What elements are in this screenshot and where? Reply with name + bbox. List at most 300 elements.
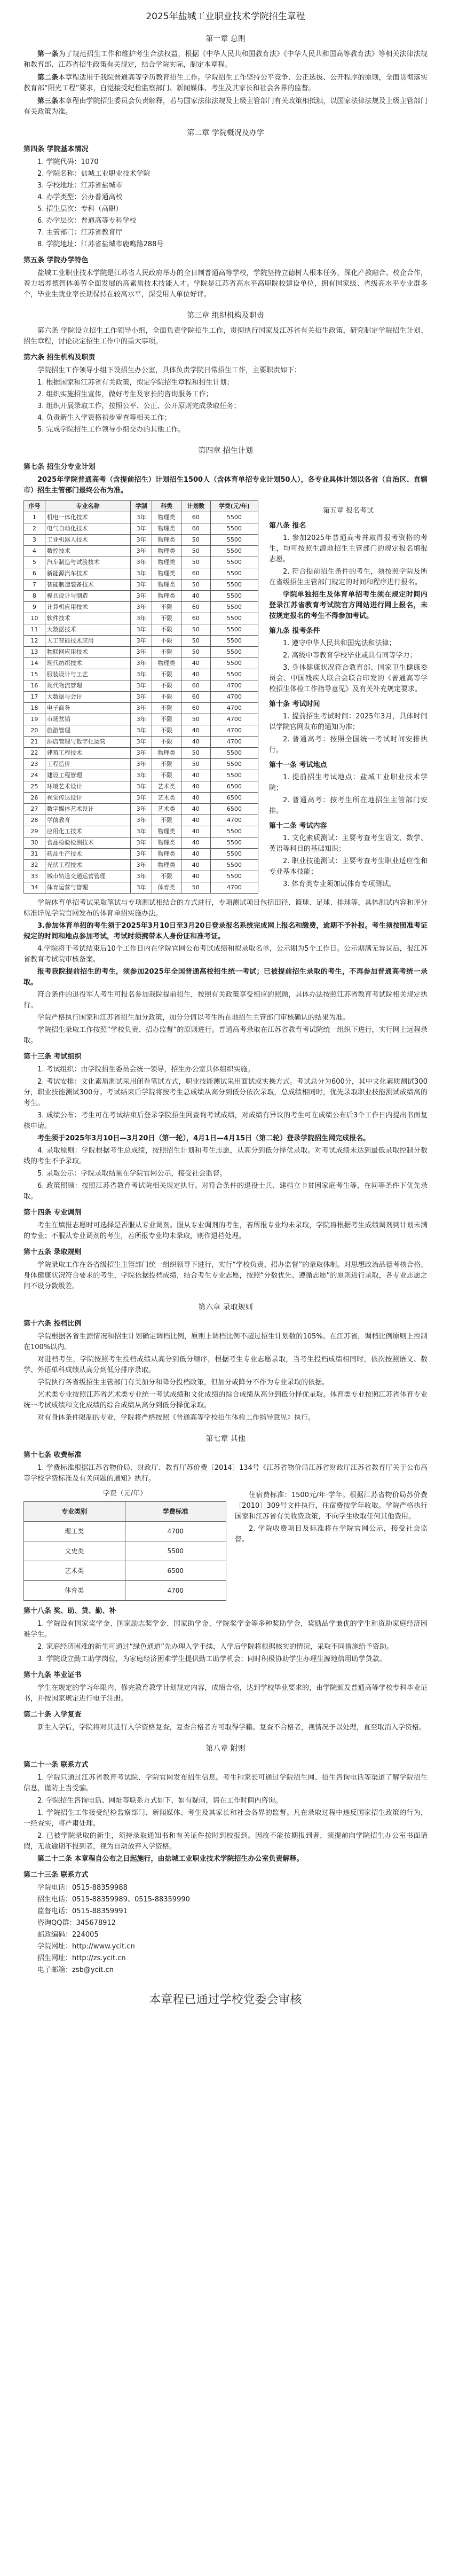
list-item: 2. 家庭经济困难的新生可通过“绿色通道”先办理入学手续，入学后学院将根据核实的情况，采取不同措施给予资助。 [37,1643,394,1651]
list-item: 7. 主管部门：江苏省教育厅 [37,229,123,237]
table-cell: 40 [181,849,210,860]
list-item: 5. 招生层次：专科（高职） [37,205,123,213]
table-cell: 市场营销 [45,714,130,725]
table-cell: 物理类 [152,860,181,871]
table-row [24,837,258,849]
table-row [24,568,258,580]
table-cell: 60 [181,613,210,624]
exam-content-text: 2. 职业技能测试：主要考查考生职业适应性和专业基本技能； [269,857,428,876]
table-cell: 环境艺术设计 [45,781,130,793]
table-cell: 计算机应用技术 [45,602,130,613]
table-cell: 电子商务 [45,703,130,714]
table-cell: 3年 [131,568,152,580]
contact-list [23,1883,428,1976]
exam-content-heading: 第十二条 考试内容 [269,822,327,830]
admission-rules-text: 学院录取工作在各省级招生主管部门统一组织领导下进行，实行“学校负责、招办监督”的录取体制。对思想政治品德考核合格、身体健康状况符合要求的考生，学院依据投档成绩，结合考生专业志愿，按照“分数优先、遵循志愿”的原则进行录取，各专业志愿之间不设分数级差。 [23,1261,428,1290]
table-row [24,770,258,781]
table-cell: 物理类 [152,849,181,860]
table-cell: 物理类 [152,591,181,602]
table-row [24,725,258,737]
table-cell: 不限 [152,613,181,624]
table-cell: 40 [181,737,210,748]
article-2: 第二条本章程适用于我院普通高等学历教育招生工作。学院招生工作坚持公平竞争、公正选拔、公开程序的原则，全面贯彻落实教育部“阳光工程”要求，自觉接受纪检监察部门、新闻媒体、考生及其家长和社会各界的监督。 [23,74,428,92]
exam-registration-column [269,500,428,894]
table-cell: 40 [181,871,210,882]
table-cell: 60 [181,512,210,523]
table-cell: 34 [24,882,45,894]
table-cell: 40 [181,826,210,837]
list-item: 3. 学院设立勤工助学岗位，为家庭经济困难学生提供勤工助学机会；同时积极协助学生办理生源地信用助学贷款。 [37,1655,386,1663]
table-cell: 机电一体化技术 [45,512,130,523]
table-cell: 物理类 [152,837,181,849]
table-cell: 40 [181,860,210,871]
eligibility-heading: 第九条 报考条件 [269,627,320,635]
registration-text: 1. 参加2025年普通高考并取得报考资格的考生，均可按照生源地招生主管部门的规定报名填报志愿。 [269,534,428,563]
table-cell: 3年 [131,826,152,837]
table-cell: 3年 [131,613,152,624]
table-row [24,826,258,837]
table-cell: 3年 [131,837,152,849]
table-cell: 17 [24,692,45,703]
table-row [24,602,258,613]
table-cell: 5500 [210,770,258,781]
table-cell: 6500 [125,1561,226,1581]
table-cell: 3年 [131,714,152,725]
table-row [24,591,258,602]
table-cell: 工业机器人技术 [45,535,130,546]
table-cell: 不限 [152,624,181,636]
table-row [24,669,258,680]
table-cell: 13 [24,647,45,658]
table-cell: 24 [24,770,45,781]
article-6: 第六条 学院设立招生工作领导小组，全面负责学院招生工作，贯彻执行国家及江苏省有关招生政策，研究制定学院招生计划、招生章程，讨论决定招生工作中的重大事项。 [23,327,428,346]
table-cell: 物理类 [152,546,181,557]
table-cell: 旅游管理 [45,725,130,737]
table-cell: 不限 [152,714,181,725]
table-cell: 3年 [131,680,152,692]
table-row [24,815,258,826]
list-item: 艺术类专业按照江苏省艺术类专业统一考试成绩和文化成绩的综合成绩从高分到低分择优录取。体育类专业按照江苏省体育专业统一考试成绩和文化成绩的综合成绩从高分到低分择优录取。 [23,1391,428,1410]
article-4-heading: 第四条 学院基本情况 [23,145,89,153]
table-cell: 10 [24,613,45,624]
table-cell: 3年 [131,770,152,781]
table-cell: 3年 [131,580,152,591]
table-cell: 模具设计与制造 [45,591,130,602]
table-cell: 3年 [131,692,152,703]
table-cell: 物理类 [152,748,181,759]
sports-exam-text: 学院体育单招考试采取笔试与专项测试相结合的方式进行，专项测试项目包括田径、篮球、足球、排球等，具体测试内容和评分标准详见学院官网发布的体育单招实施办法。 [23,899,428,918]
chapter-7-title: 第七章 其他 [205,1435,246,1443]
fee-table-caption: 学费（元/年） [102,1490,147,1498]
major-adjustment-text: 考生在填报志愿时可选择是否服从专业调剂。服从专业调剂的考生，若所报专业均未录取，学院将根据考生成绩调剂到计划未满的专业；不服从专业调剂的考生，若所报专业均未录取，则作退档处理。 [23,1222,428,1240]
table-cell: 不限 [152,647,181,658]
table-cell: 体育类 [24,1581,125,1601]
table-cell: 5500 [210,748,258,759]
table-row [24,748,258,759]
table-cell: 酒店管理与数字化运营 [45,737,130,748]
contact-website-link[interactable]: 学院网址：http://www.ycit.cn [37,1943,135,1951]
chapter-1-title: 第一章 总则 [205,35,246,43]
table-cell: 5500 [210,759,258,770]
interpretation-clause: 第二十二条 本章程自公布之日起施行，由盐城工业职业技术学院招生办公室负责解释。 [37,1855,304,1863]
bonus-policy-text: 学院严格执行国家和江苏省招生加分政策，加分分值以考生所在地招生主管部门审核确认的结果为准。 [37,1014,350,1022]
table-cell: 14 [24,658,45,669]
table-cell: 不限 [152,680,181,692]
table-cell: 4 [24,546,45,557]
table-cell: 5500 [210,591,258,602]
table-cell: 6500 [210,793,258,804]
table-cell: 60 [181,703,210,714]
table-row [24,759,258,770]
table-cell: 50 [181,759,210,770]
contacts-heading: 第二十三条 联系方式 [23,1871,89,1879]
table-cell: 6 [24,568,45,580]
table-cell: 40 [181,669,210,680]
table-cell: 3年 [131,759,152,770]
table-cell: 人工智能技术应用 [45,636,130,647]
eligibility-text: 3. 身体健康状况符合教育部、国家卫生健康委员会、中国残疾人联合会联合印发的《普通高等学校招生体检工作指导意见》及有关补充规定要求。 [269,664,428,693]
table-cell: 5500 [210,624,258,636]
table-row [24,636,258,647]
table-cell: 学前教育 [45,815,130,826]
col-header: 计划数 [181,501,210,512]
plan-section [23,500,428,894]
table-cell: 60 [181,602,210,613]
accommodation-fee-text: 住宿费标准：1500元/年·学年。根据江苏省物价局苏价费〔2010〕309号文件执行，住宿费按学年收取。学院严格执行国家和江苏省有关收费政策，不向学生收取任何其他费用。 [235,1491,428,1521]
table-cell: 6500 [210,804,258,815]
notice-text: 1. 学院只通过江苏省教育考试院、学院官网发布招生信息。考生和家长可通过学院招生网、招生咨询电话等渠道了解学院招生信息，谨防上当受骗。 [23,1774,428,1792]
fee-heading: 第十七条 收费标准 [23,1451,82,1459]
table-cell: 5500 [210,669,258,680]
exam-location-heading: 第十一条 考试地点 [269,761,327,769]
list-item: 8. 学院地址：江苏省盐城市鹿鸣路288号 [37,240,164,248]
table-cell: 50 [181,535,210,546]
eligibility-text: 1. 遵守中华人民共和国宪法和法律； [283,639,396,647]
table-cell: 50 [181,546,210,557]
admission-supervision-text: 学院招生录取工作按照“学校负责、招办监督”的原则进行。普通高考录取在江苏省教育考试院统一组织下进行，实行网上远程录取。 [23,1026,428,1045]
table-cell: 3年 [131,860,152,871]
list-item: 4. 录取原则：学院根据考生总成绩，按照招生计划和考生志愿，从高分到低分择优录取。对考试成绩未达到最低录取控制分数线的考生不予录取。 [23,1147,428,1165]
article-7-heading: 第六条 招生机构及职责 [23,354,96,362]
list-item: 5. 录取公示：学院录取结果在学院官网公示，接受社会监督。 [37,1170,227,1178]
list-item: 4. 办学类型：公办普通高校 [37,193,123,201]
table-row [24,613,258,624]
table-cell: 4700 [125,1581,226,1601]
table-row [24,871,258,882]
registration-text: 2. 符合提前招生条件的考生，须按照学院及所在省级招生主管部门规定的时间和程序进行报名。 [269,568,428,586]
table-cell: 50 [181,647,210,658]
table-cell: 城市轨道交通运营管理 [45,871,130,882]
table-cell: 50 [181,882,210,894]
table-cell: 数控技术 [45,546,130,557]
sports-registration-text: 3.参加体育单招的考生须于2025年3月10日至3月20日登录报名系统完成网上报名和缴费，逾期不予补报。考生须按照准考证规定的时间和地点参加考试，考试时须携带本人身份证和准考证。 [23,922,428,941]
table-cell: 23 [24,759,45,770]
table-cell: 5500 [125,1541,226,1561]
table-cell: 不限 [152,770,181,781]
table-cell: 31 [24,849,45,860]
table-cell: 3年 [131,703,152,714]
table-cell: 6500 [210,781,258,793]
table-cell: 5500 [210,535,258,546]
table-cell: 艺术类 [24,1561,125,1581]
table-header-row [24,501,258,512]
list-item: 1. 学院代码：1070 [37,158,99,166]
table-cell: 3年 [131,535,152,546]
admission-rules-heading: 第十五条 录取规则 [23,1248,82,1256]
list-item: 5. 完成学院招生工作领导小组交办的其他工作。 [37,426,185,434]
table-row [24,624,258,636]
list-item: 1. 根据国家和江苏省有关政策，拟定学院招生章程和招生计划； [37,379,234,387]
table-cell: 40 [181,781,210,793]
table-cell: 50 [181,580,210,591]
table-cell: 27 [24,804,45,815]
table-cell: 4700 [210,882,258,894]
notice-heading: 第二十一条 联系方式 [23,1761,89,1769]
table-cell: 4700 [125,1522,226,1541]
table-cell: 大数据技术 [45,624,130,636]
table-cell: 智能制造装备技术 [45,580,130,591]
exam-time-text: 1. 提前招生考试时间：2025年3月，具体时间以学院官网发布的通知为准； [269,712,428,731]
registration-heading: 第八条 报名 [269,522,306,530]
chapter-3-title: 第三章 组织机构及职责 [187,311,264,320]
table-cell: 物理类 [152,826,181,837]
table-cell: 3年 [131,815,152,826]
table-cell: 体育类 [152,882,181,894]
contact-postcode: 邮政编码：224005 [37,1931,99,1939]
col-header: 专业类别 [24,1502,125,1522]
school-profile: 盐城工业职业技术学院是江苏省人民政府举办的全日制普通高等学校，学院坚持立德树人根本任务，深化产教融合、校企合作，着力培养德智体美劳全面发展的高素质技术技能人才。学院是江苏省高水平高职院校建设单位，拥有国家级、省级高水平专业群多个，毕业生就业率长期保持在较高水平，深受用人单位好评。 [23,269,428,299]
table-cell: 5500 [210,512,258,523]
table-cell: 60 [181,523,210,535]
table-cell: 物联网应用技术 [45,647,130,658]
registration-dates: 考生须于2025年3月10日—3月20日（第一轮），4月1日—4月15日（第二轮）登录学院招生网完成报名。 [37,1134,370,1142]
table-cell: 11 [24,624,45,636]
plan-table-body [24,512,258,894]
table-row [24,557,258,568]
table-cell: 3年 [131,804,152,815]
table-cell: 50 [181,748,210,759]
eligibility-text: 2. 高级中等教育学校毕业或具有同等学力； [283,652,417,660]
table-cell: 不限 [152,703,181,714]
table-cell: 5500 [210,636,258,647]
article-5-heading: 第五条 学院办学特色 [23,256,89,264]
table-cell: 食品检验检测技术 [45,837,130,849]
table-cell: 50 [181,624,210,636]
table-cell: 40 [181,815,210,826]
notice-text: 2. 学院招生咨询电话、网址等联系方式如下，如有疑问，请在工作时间内咨询。 [37,1797,282,1805]
table-row [24,647,258,658]
table-cell: 现代纺织技术 [45,658,130,669]
list-item: 2. 考试安排：文化素质测试采用闭卷笔试方式，职业技能测试采用面试或实操方式。考试总分为600分，其中文化素质测试300分，职业技能测试300分。考试结束后学院将按考生总成绩从高分到低分依次录取，总成绩相同时，优先录取职业技能测试成绩高的考生。 [23,1078,428,1107]
table-cell: 汽车制造与试验技术 [45,557,130,568]
diploma-text: 学生在规定的学习年限内，修完教育教学计划规定内容，成绩合格，达到学校毕业要求的，由学院颁发普通高等学校专科毕业证书，并按国家规定进行电子注册。 [23,1684,428,1703]
enrollment-review-text: 新生入学后，学院将对其进行入学资格复查，复查合格者方可取得学籍。复查不合格者，视情况予以处理，直至取消入学资格。 [37,1724,426,1732]
table-row [24,1581,226,1601]
table-cell: 新能源汽车技术 [45,568,130,580]
col-header: 专业名称 [45,501,130,512]
table-cell: 5500 [210,546,258,557]
table-row [24,849,258,860]
table-cell: 3年 [131,748,152,759]
table-row [24,714,258,725]
table-cell: 4700 [210,692,258,703]
table-cell: 5 [24,557,45,568]
list-item: 3. 成绩公布：考生可在考试结束后登录学院招生网查询考试成绩，对成绩有异议的考生可在成绩公布后3个工作日内提出书面复核申请。 [23,1111,428,1130]
table-cell: 9 [24,602,45,613]
table-cell: 3年 [131,781,152,793]
table-cell: 3年 [131,624,152,636]
list-item: 2. 组织实施招生宣传，做好考生及家长的咨询服务工作； [37,390,213,398]
table-cell: 5500 [210,860,258,871]
table-cell: 60 [181,568,210,580]
table-cell: 艺术类 [152,793,181,804]
chapter-2-title: 第二章 学院概况及办学 [187,129,264,137]
table-cell: 3年 [131,871,152,882]
table-cell: 5500 [210,523,258,535]
table-cell: 8 [24,591,45,602]
article-3: 第三条本章程由学院招生委员会负责解释，若与国家法律法规及上级主管部门有关政策相抵触，以国家法律法规及上级主管部门有关政策为准。 [23,97,428,116]
table-row [24,793,258,804]
table-cell: 不限 [152,692,181,703]
table-cell: 60 [181,692,210,703]
table-cell: 4700 [210,703,258,714]
table-cell: 40 [181,770,210,781]
table-cell: 3年 [131,849,152,860]
table-row [24,781,258,793]
diploma-heading: 第十九条 毕业证书 [23,1671,82,1679]
table-cell: 32 [24,860,45,871]
financial-aid-heading: 第十八条 奖、助、贷、勤、补 [23,1607,116,1615]
table-cell: 电气自动化技术 [45,523,130,535]
results-publication-text: 4.学院将于考试结束后10个工作日内在学院官网公布考试成绩和拟录取名单，公示期为5个工作日。公示期满无异议后，报江苏省教育考试院审核备案。 [23,945,428,964]
table-row [24,546,258,557]
table-cell: 物理类 [152,523,181,535]
table-cell: 光伏工程技术 [45,860,130,871]
table-cell: 物理类 [152,568,181,580]
table-cell: 3年 [131,725,152,737]
fee-table-wrap [23,1489,226,1601]
table-cell: 不限 [152,759,181,770]
table-cell: 26 [24,793,45,804]
table-cell: 30 [24,837,45,849]
col-header: 学费标准 [125,1502,226,1522]
table-cell: 3年 [131,636,152,647]
table-cell: 3年 [131,793,152,804]
table-cell: 工程造价 [45,759,130,770]
table-cell: 1 [24,512,45,523]
table-cell: 25 [24,781,45,793]
table-cell: 40 [181,804,210,815]
table-cell: 3年 [131,523,152,535]
table-cell: 艺术类 [152,781,181,793]
table-cell: 50 [181,557,210,568]
exam-location-text: 2. 普通高考：按考生所在地招生主管部门安排。 [269,796,428,815]
table-row [24,523,258,535]
table-row [24,703,258,714]
approval-note: 本章程已通过学校党委会审核 [149,1993,302,2007]
table-cell: 不限 [152,725,181,737]
table-cell: 体育运营与管理 [45,882,130,894]
table-cell: 5500 [210,602,258,613]
contact-email-link[interactable]: 电子邮箱：zsb@ycit.cn [37,1966,114,1974]
contact-admission-phone: 招生电话：0515-88359989、0515-88359990 [37,1896,190,1904]
table-cell: 5500 [210,658,258,669]
table-cell: 视觉传达设计 [45,793,130,804]
col-header: 序号 [24,501,45,512]
table-cell: 4700 [210,725,258,737]
table-header-row [24,1502,226,1522]
list-item: 3. 组织开展录取工作，按照公平、公正、公开原则完成录取任务； [37,402,241,410]
table-row [24,804,258,815]
exam-location-text: 1. 提前招生考试地点：盐城工业职业技术学院； [269,773,428,792]
table-cell: 3年 [131,512,152,523]
school-info-list [23,157,428,250]
table-cell: 18 [24,703,45,714]
table-cell: 软件技术 [45,613,130,624]
table-cell: 5500 [210,647,258,658]
col-header: 科类 [152,501,181,512]
table-cell: 不限 [152,815,181,826]
table-cell: 19 [24,714,45,725]
table-cell: 2 [24,523,45,535]
table-cell: 物理类 [152,535,181,546]
article-1: 第一条为了规范招生工作和维护考生合法权益，根据《中华人民共和国教育法》《中华人民共和国高等教育法》等相关法律法规和教育部、江苏省招生政策有关规定，结合学院实际，制定本章程。 [23,50,428,69]
table-cell: 物理类 [152,557,181,568]
table-cell: 4700 [210,714,258,725]
table-cell: 60 [181,680,210,692]
registration-deadline-text: 2. 已被学院录取的新生，须持录取通知书和有关证件按时到校报到。因故不能按期报到者，须提前向学院招生办公室书面请假，无故逾期不报到者，视为自动放弃入学资格。 [23,1832,428,1851]
table-cell: 4700 [210,737,258,748]
duties-list [23,378,428,435]
table-cell: 40 [181,591,210,602]
table-cell: 3年 [131,591,152,602]
table-cell: 3年 [131,658,152,669]
list-item: 对进档考生，学院按照考生投档成绩从高分到低分顺序，根据考生专业志愿录取，当考生投档成绩相同时，依次按照语文、数学、外语单科成绩从高分到低分排序录取。 [23,1356,428,1374]
major-adjustment-heading: 第十四条 专业调剂 [23,1209,82,1217]
enrollment-plan-table [23,500,258,894]
table-cell: 现代物流管理 [45,680,130,692]
supervision-text: 1. 学院招生工作接受纪检监察部门、新闻媒体、考生及其家长和社会各界的监督。凡在录取过程中违反国家招生政策的行为，一经查实，将严肃处理。 [23,1809,428,1828]
dispatch-ratio-heading: 第十六条 投档比例 [23,1320,82,1328]
table-cell: 5500 [210,568,258,580]
table-cell: 物理类 [152,512,181,523]
table-row [24,1541,226,1561]
table-cell: 40 [181,725,210,737]
fee-intro: 1. 学费标准根据江苏省物价局、财政厅、教育厅苏价费〔2014〕134号《江苏省物价局江苏省财政厅江苏省教育厅关于公布高等学校学费标准及有关问题的通知》执行。 [23,1464,428,1483]
exam-organization-heading: 第十三条 考试组织 [23,1053,82,1061]
chapter-6-title: 第六章 录取规则 [198,1303,253,1312]
table-cell: 3年 [131,602,152,613]
enrollment-review-heading: 第二十条 入学复查 [23,1711,82,1719]
table-cell: 不限 [152,737,181,748]
table-cell: 物理类 [152,658,181,669]
article-7-text: 学院招生工作领导小组下设招生办公室，具体负责学院日常招生工作，主要职责如下： [37,366,302,374]
table-cell: 16 [24,680,45,692]
table-row [24,860,258,871]
veteran-policy-text: 符合条件的退役军人考生可报名参加我院提前招生，按照有关政策享受相应的照顾，具体办法按照江苏省教育考试院相关规定执行。 [23,991,428,1009]
table-cell: 服装设计与工艺 [45,669,130,680]
contact-admission-website-link[interactable]: 招生网址：http://zs.ycit.cn [37,1954,126,1962]
dispatch-ratio-text: 学院根据各省生源情况和招生计划确定调档比例，原则上调档比例不超过招生计划数的105%。在江苏省，调档比例原则上控制在100%以内。 [23,1333,428,1351]
table-cell: 药品生产技术 [45,849,130,860]
table-cell: 不限 [152,636,181,647]
table-cell: 应用化工技术 [45,826,130,837]
table-cell: 大数据与会计 [45,692,130,703]
table-cell: 不限 [152,871,181,882]
table-cell: 数字媒体艺术设计 [45,804,130,815]
table-cell: 50 [181,714,210,725]
table-cell: 4700 [210,815,258,826]
